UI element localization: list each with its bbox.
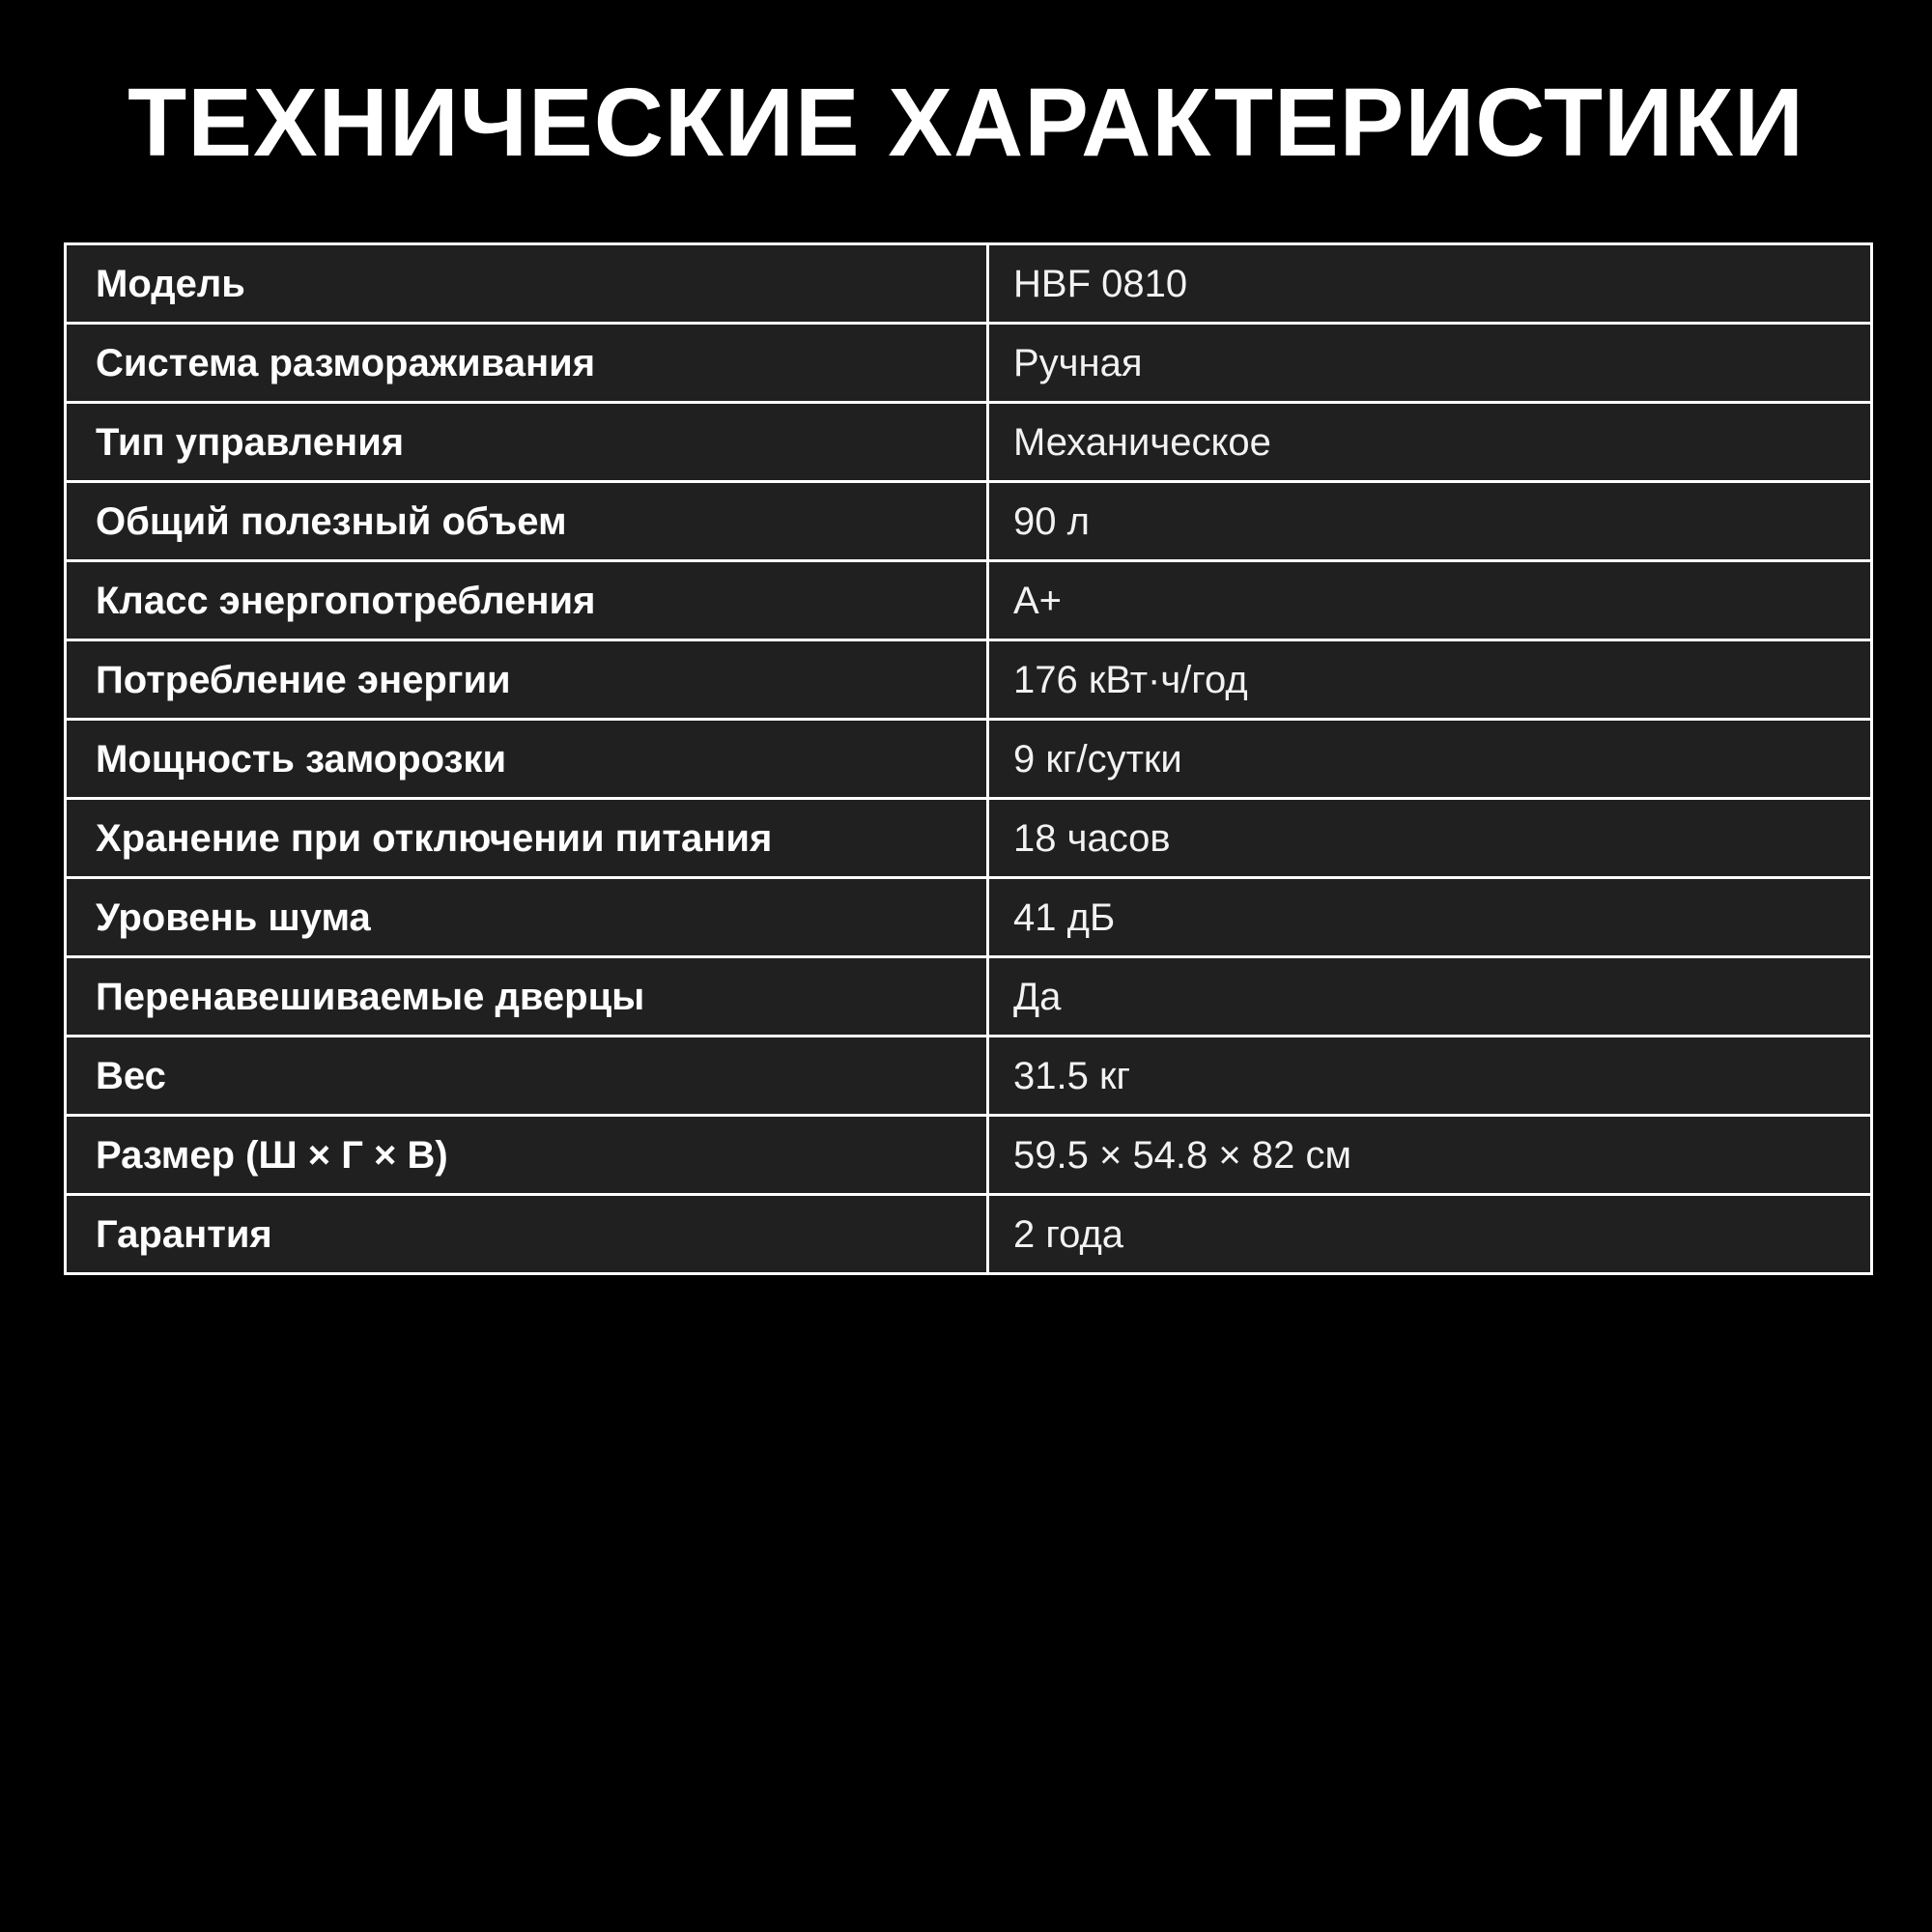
spec-row-noise-level bbox=[66, 878, 1872, 957]
spec-value: 41 дБ bbox=[988, 878, 1872, 957]
spec-value: 176 кВт·ч/год bbox=[988, 640, 1872, 720]
spec-value: Механическое bbox=[988, 403, 1872, 482]
page-title: ТЕХНИЧЕСКИЕ ХАРАКТЕРИСТИКИ bbox=[128, 69, 1804, 177]
spec-row-defrost-system bbox=[66, 324, 1872, 403]
spec-row-freezing-capacity bbox=[66, 720, 1872, 799]
spec-row-power-outage-storage bbox=[66, 799, 1872, 878]
spec-label: Уровень шума bbox=[66, 878, 988, 957]
spec-value: Ручная bbox=[988, 324, 1872, 403]
spec-value: A+ bbox=[988, 561, 1872, 640]
spec-row-dimensions bbox=[66, 1116, 1872, 1195]
spec-label: Класс энергопотребления bbox=[66, 561, 988, 640]
spec-row-warranty bbox=[66, 1195, 1872, 1274]
spec-row-energy-class bbox=[66, 561, 1872, 640]
specifications-table bbox=[64, 242, 1873, 1275]
spec-label: Вес bbox=[66, 1037, 988, 1116]
spec-value: 59.5 × 54.8 × 82 см bbox=[988, 1116, 1872, 1195]
spec-value: HBF 0810 bbox=[988, 244, 1872, 324]
spec-row-total-volume bbox=[66, 482, 1872, 561]
spec-label: Гарантия bbox=[66, 1195, 988, 1274]
spec-label: Тип управления bbox=[66, 403, 988, 482]
spec-row-model bbox=[66, 244, 1872, 324]
spec-label: Перенавешиваемые дверцы bbox=[66, 957, 988, 1037]
spec-label: Мощность заморозки bbox=[66, 720, 988, 799]
spec-label: Модель bbox=[66, 244, 988, 324]
spec-value: 90 л bbox=[988, 482, 1872, 561]
spec-label: Хранение при отключении питания bbox=[66, 799, 988, 878]
spec-value: 18 часов bbox=[988, 799, 1872, 878]
spec-label: Система размораживания bbox=[66, 324, 988, 403]
specifications-table-body bbox=[66, 244, 1872, 1274]
spec-row-reversible-doors bbox=[66, 957, 1872, 1037]
spec-label: Размер (Ш × Г × В) bbox=[66, 1116, 988, 1195]
spec-label: Общий полезный объем bbox=[66, 482, 988, 561]
spec-row-energy-consumption bbox=[66, 640, 1872, 720]
spec-row-control-type bbox=[66, 403, 1872, 482]
spec-value: 9 кг/сутки bbox=[988, 720, 1872, 799]
spec-value: 31.5 кг bbox=[988, 1037, 1872, 1116]
spec-row-weight bbox=[66, 1037, 1872, 1116]
spec-value: 2 года bbox=[988, 1195, 1872, 1274]
spec-value: Да bbox=[988, 957, 1872, 1037]
spec-label: Потребление энергии bbox=[66, 640, 988, 720]
